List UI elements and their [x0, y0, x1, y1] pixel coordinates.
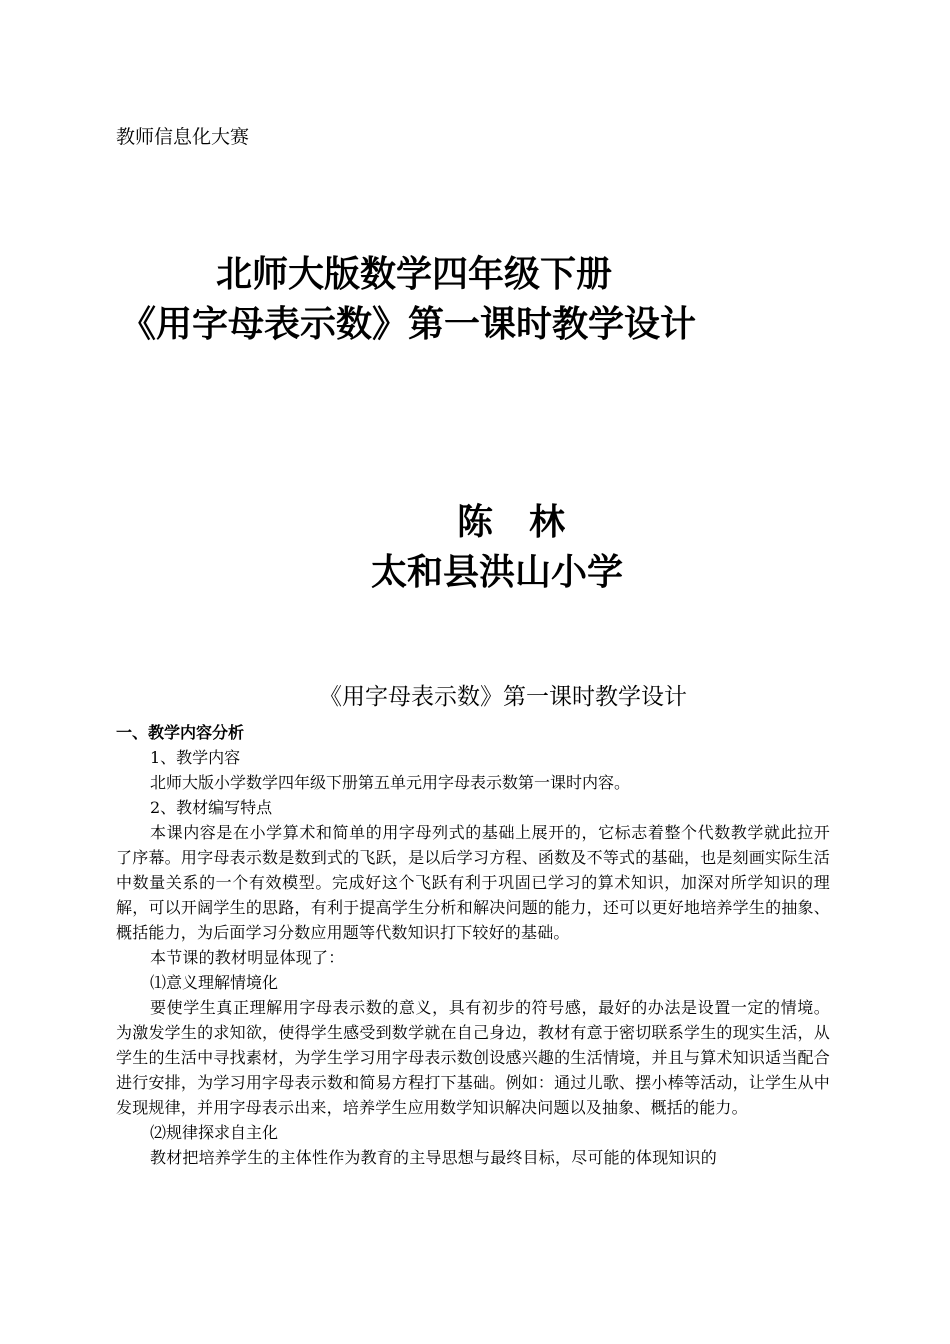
section-heading-content-analysis: 一、教学内容分析 — [116, 723, 245, 742]
item-label-teaching-content: 1、教学内容 — [150, 748, 241, 767]
paragraph-autonomous-exploration: 教材把培养学生的主体性作为教育的主导思想与最终目标，尽可能的体现知识的 — [150, 1148, 718, 1167]
paragraph-textbook-reflects: 本节课的教材明显体现了： — [150, 948, 345, 967]
document-title: 《用字母表示数》第一课时教学设计 — [319, 684, 687, 710]
author-school: 太和县洪山小学 — [371, 552, 624, 593]
paragraph-lesson-overview: 本课内容是在小学算术和简单的用字母列式的基础上展开的，它标志着整个代数教学就此拉开了序幕。用字母表示数是数到式的飞跃，是以后学习方程、函数及不等式的基础，也是刻画实际生活中数量关系的一个有效模型。完成好这个飞跃有利于巩固已学习的算术知识，加深对所学知识的理解，可以开阔学生的思路，有利于提高学生分析和解决问题的能力，还可以更好地培养学生的抽象、概括能力，为后面学习分数应用题等代数知识打下较好的基础。 — [116, 823, 830, 942]
paragraph-situational-understanding: 要使学生真正理解用字母表示数的意义，具有初步的符号感，最好的办法是设置一定的情境。为激发学生的求知欲，使得学生感受到数学就在自己身边，教材有意于密切联系学生的现实生活，从学生的生活中寻找素材，为学生学习用字母表示数创设感兴趣的生活情境，并且与算术知识适当配合进行安排，为学习用字母表示数和简易方程打下基础。例如：通过儿歌、摆小棒等活动，让学生从中发现规律，并用字母表示出来，培养学生应用数学知识解决问题以及抽象、概括的能力。 — [116, 998, 830, 1117]
document-body — [116, 680, 830, 1170]
teaching-content-text: 北师大版小学数学四年级下册第五单元用字母表示数第一课时内容。 — [150, 773, 631, 792]
cover-title-line1: 北师大版数学四年级下册 — [216, 254, 613, 295]
item-label-textbook-features: 2、教材编写特点 — [150, 798, 273, 817]
competition-header: 教师信息化大赛 — [116, 126, 250, 148]
subitem-label-autonomous: ⑵规律探求自主化 — [150, 1123, 279, 1142]
subitem-label-situational: ⑴意义理解情境化 — [150, 973, 279, 992]
author-name: 陈 林 — [457, 502, 566, 543]
cover-title-line2: 《用字母表示数》第一课时教学设计 — [120, 304, 697, 345]
